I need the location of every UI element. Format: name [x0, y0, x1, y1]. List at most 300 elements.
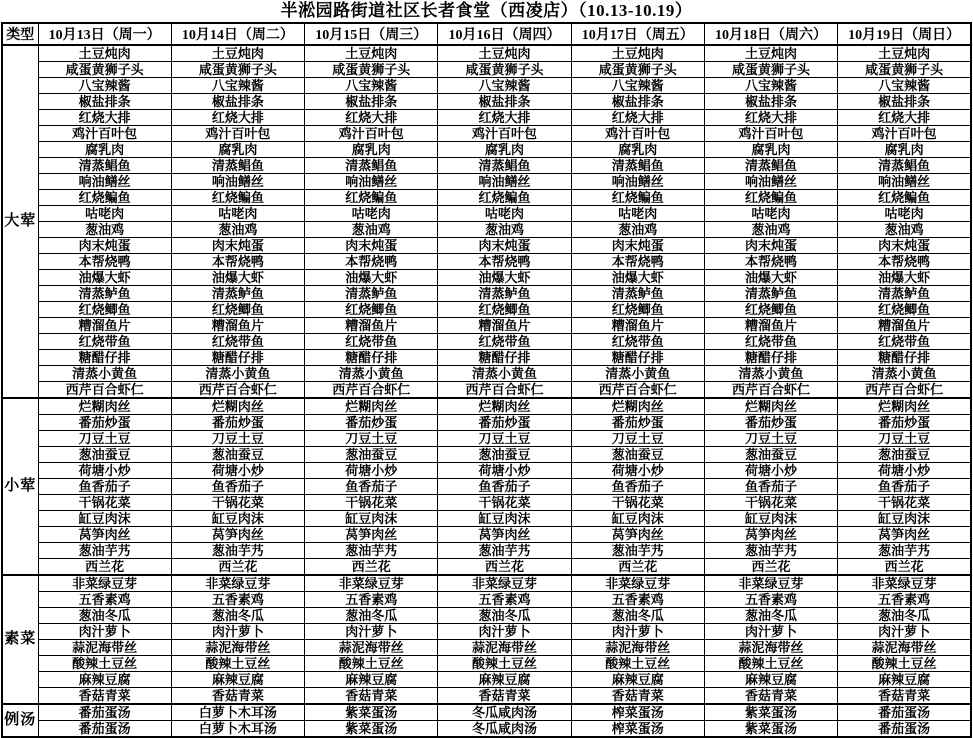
dish-cell: 刀豆土豆: [571, 431, 704, 447]
dish-cell: 糟溜鱼片: [704, 318, 837, 334]
dish-cell: 清蒸鲈鱼: [838, 286, 971, 302]
dish-cell: 响油鳝丝: [571, 174, 704, 190]
dish-cell: 肉汁萝卜: [438, 624, 571, 640]
dish-cell: 葱油鸡: [571, 222, 704, 238]
menu-row: [2, 238, 971, 254]
menu-row: [2, 672, 971, 688]
dish-cell: 酸辣土豆丝: [571, 656, 704, 672]
dish-cell: 葱油冬瓜: [438, 608, 571, 624]
dish-cell: 八宝辣酱: [171, 78, 304, 94]
dish-cell: 响油鳝丝: [704, 174, 837, 190]
dish-cell: 冬瓜咸肉汤: [438, 704, 571, 721]
dish-cell: 五香素鸡: [571, 592, 704, 608]
dish-cell: 干锅花菜: [571, 495, 704, 511]
dish-cell: 干锅花菜: [838, 495, 971, 511]
menu-row: [2, 463, 971, 479]
dish-cell: 鱼香茄子: [704, 479, 837, 495]
category-cell: 素菜: [2, 575, 38, 704]
dish-cell: 红烧鲫鱼: [305, 302, 438, 318]
dish-cell: 清蒸小黄鱼: [704, 366, 837, 382]
dish-cell: 咸蛋黄狮子头: [38, 62, 171, 78]
dish-cell: 腐乳肉: [838, 142, 971, 158]
dish-cell: 椒盐排条: [571, 94, 704, 110]
menu-row: [2, 318, 971, 334]
dish-cell: 葱油鸡: [171, 222, 304, 238]
dish-cell: 腐乳肉: [571, 142, 704, 158]
dish-cell: 腐乳肉: [305, 142, 438, 158]
dish-cell: 红烧带鱼: [438, 334, 571, 350]
dish-cell: 葱油蚕豆: [38, 447, 171, 463]
dish-cell: 番茄炒蛋: [305, 415, 438, 431]
dish-cell: 咕咾肉: [704, 206, 837, 222]
dish-cell: 椒盐排条: [704, 94, 837, 110]
dish-cell: 葱油冬瓜: [838, 608, 971, 624]
menu-row: [2, 640, 971, 656]
dish-cell: 本帮烧鸭: [571, 254, 704, 270]
menu-row: [2, 656, 971, 672]
category-cell: 例汤: [2, 704, 38, 737]
dish-cell: 番茄炒蛋: [571, 415, 704, 431]
dish-cell: 荷塘小炒: [704, 463, 837, 479]
dish-cell: 红烧鳊鱼: [704, 190, 837, 206]
dish-cell: 麻辣豆腐: [838, 672, 971, 688]
menu-row: [2, 78, 971, 94]
dish-cell: 非菜绿豆芽: [838, 575, 971, 592]
dish-cell: 酸辣土豆丝: [438, 656, 571, 672]
dish-cell: 刀豆土豆: [305, 431, 438, 447]
dish-cell: 五香素鸡: [38, 592, 171, 608]
dish-cell: 麻辣豆腐: [305, 672, 438, 688]
dish-cell: 椒盐排条: [171, 94, 304, 110]
dish-cell: 清蒸小黄鱼: [171, 366, 304, 382]
menu-row: [2, 126, 971, 142]
dish-cell: 缸豆肉沫: [704, 511, 837, 527]
dish-cell: 肉汁萝卜: [38, 624, 171, 640]
dish-cell: 荷塘小炒: [171, 463, 304, 479]
day-header: 10月14日（周二）: [171, 23, 304, 45]
dish-cell: 莴笋肉丝: [571, 527, 704, 543]
dish-cell: 葱油蚕豆: [704, 447, 837, 463]
dish-cell: 缸豆肉沫: [38, 511, 171, 527]
dish-cell: 非菜绿豆芽: [305, 575, 438, 592]
dish-cell: 糟溜鱼片: [38, 318, 171, 334]
day-header: 10月16日（周四）: [438, 23, 571, 45]
menu-row: [2, 62, 971, 78]
dish-cell: 番茄蛋汤: [38, 704, 171, 721]
dish-cell: 麻辣豆腐: [38, 672, 171, 688]
dish-cell: 红烧鲫鱼: [438, 302, 571, 318]
dish-cell: 清蒸鲳鱼: [571, 158, 704, 174]
dish-cell: 红烧带鱼: [38, 334, 171, 350]
dish-cell: 烂糊肉丝: [571, 398, 704, 415]
dish-cell: 非菜绿豆芽: [571, 575, 704, 592]
dish-cell: 肉末炖蛋: [38, 238, 171, 254]
dish-cell: 鸡汁百叶包: [704, 126, 837, 142]
dish-cell: 白萝卜木耳汤: [171, 704, 304, 721]
dish-cell: 糟溜鱼片: [838, 318, 971, 334]
menu-row: [2, 366, 971, 382]
dish-cell: 紫菜蛋汤: [704, 721, 837, 738]
day-header: 10月17日（周五）: [571, 23, 704, 45]
dish-cell: 糟溜鱼片: [305, 318, 438, 334]
dish-cell: 荷塘小炒: [571, 463, 704, 479]
dish-cell: 油爆大虾: [438, 270, 571, 286]
dish-cell: 五香素鸡: [305, 592, 438, 608]
dish-cell: 肉末炖蛋: [438, 238, 571, 254]
dish-cell: 椒盐排条: [38, 94, 171, 110]
menu-row: [2, 527, 971, 543]
dish-cell: 肉汁萝卜: [704, 624, 837, 640]
dish-cell: 咸蛋黄狮子头: [704, 62, 837, 78]
menu-row: [2, 110, 971, 126]
dish-cell: 鱼香茄子: [171, 479, 304, 495]
dish-cell: 清蒸鲳鱼: [38, 158, 171, 174]
dish-cell: 鱼香茄子: [305, 479, 438, 495]
dish-cell: 葱油芋艿: [438, 543, 571, 559]
dish-cell: 烂糊肉丝: [704, 398, 837, 415]
dish-cell: 番茄蛋汤: [38, 721, 171, 738]
dish-cell: 本帮烧鸭: [171, 254, 304, 270]
dish-cell: 葱油芋艿: [171, 543, 304, 559]
dish-cell: 葱油冬瓜: [571, 608, 704, 624]
menu-row: [2, 447, 971, 463]
dish-cell: 本帮烧鸭: [38, 254, 171, 270]
dish-cell: 刀豆土豆: [838, 431, 971, 447]
dish-cell: 五香素鸡: [704, 592, 837, 608]
dish-cell: 肉汁萝卜: [171, 624, 304, 640]
dish-cell: 清蒸小黄鱼: [305, 366, 438, 382]
dish-cell: 清蒸鲈鱼: [305, 286, 438, 302]
dish-cell: 蒜泥海带丝: [571, 640, 704, 656]
dish-cell: 糟溜鱼片: [571, 318, 704, 334]
menu-row: [2, 158, 971, 174]
dish-cell: 糟溜鱼片: [171, 318, 304, 334]
category-cell: 大荤: [2, 45, 38, 398]
dish-cell: 本帮烧鸭: [438, 254, 571, 270]
dish-cell: 红烧带鱼: [171, 334, 304, 350]
dish-cell: 莴笋肉丝: [704, 527, 837, 543]
dish-cell: 西芹百合虾仁: [571, 382, 704, 399]
menu-row: [2, 334, 971, 350]
dish-cell: 酸辣土豆丝: [171, 656, 304, 672]
dish-cell: 蒜泥海带丝: [38, 640, 171, 656]
dish-cell: 红烧带鱼: [838, 334, 971, 350]
dish-cell: 榨菜蛋汤: [571, 721, 704, 738]
dish-cell: 荷塘小炒: [305, 463, 438, 479]
dish-cell: 土豆炖肉: [38, 45, 171, 62]
dish-cell: 西兰花: [171, 559, 304, 576]
menu-row: [2, 608, 971, 624]
dish-cell: 椒盐排条: [438, 94, 571, 110]
dish-cell: 葱油冬瓜: [38, 608, 171, 624]
dish-cell: 八宝辣酱: [438, 78, 571, 94]
dish-cell: 咕咾肉: [38, 206, 171, 222]
dish-cell: 红烧鲫鱼: [171, 302, 304, 318]
dish-cell: 土豆炖肉: [838, 45, 971, 62]
dish-cell: 干锅花菜: [704, 495, 837, 511]
dish-cell: 葱油鸡: [838, 222, 971, 238]
dish-cell: 番茄炒蛋: [438, 415, 571, 431]
dish-cell: 葱油鸡: [704, 222, 837, 238]
dish-cell: 响油鳝丝: [171, 174, 304, 190]
dish-cell: 清蒸小黄鱼: [571, 366, 704, 382]
dish-cell: 西芹百合虾仁: [838, 382, 971, 399]
dish-cell: 本帮烧鸭: [704, 254, 837, 270]
dish-cell: 红烧鲫鱼: [38, 302, 171, 318]
dish-cell: 咸蛋黄狮子头: [438, 62, 571, 78]
dish-cell: 红烧大排: [838, 110, 971, 126]
category-cell: 小荤: [2, 398, 38, 575]
dish-cell: 鸡汁百叶包: [305, 126, 438, 142]
dish-cell: 清蒸鲳鱼: [438, 158, 571, 174]
dish-cell: 香菇青菜: [571, 688, 704, 705]
dish-cell: 清蒸鲳鱼: [171, 158, 304, 174]
menu-row: [2, 45, 971, 62]
dish-cell: 西兰花: [438, 559, 571, 576]
dish-cell: 五香素鸡: [438, 592, 571, 608]
day-header: 10月18日（周六）: [704, 23, 837, 45]
day-header: 10月13日（周一）: [38, 23, 171, 45]
dish-cell: 莴笋肉丝: [305, 527, 438, 543]
dish-cell: 肉末炖蛋: [305, 238, 438, 254]
dish-cell: 糖醋仔排: [838, 350, 971, 366]
dish-cell: 葱油蚕豆: [305, 447, 438, 463]
dish-cell: 紫菜蛋汤: [305, 704, 438, 721]
dish-cell: 酸辣土豆丝: [838, 656, 971, 672]
dish-cell: 本帮烧鸭: [838, 254, 971, 270]
dish-cell: 酸辣土豆丝: [704, 656, 837, 672]
dish-cell: 番茄炒蛋: [171, 415, 304, 431]
dish-cell: 鸡汁百叶包: [438, 126, 571, 142]
dish-cell: 莴笋肉丝: [38, 527, 171, 543]
dish-cell: 油爆大虾: [571, 270, 704, 286]
dish-cell: 咕咾肉: [305, 206, 438, 222]
dish-cell: 糖醋仔排: [171, 350, 304, 366]
dish-cell: 土豆炖肉: [571, 45, 704, 62]
dish-cell: 清蒸鲈鱼: [171, 286, 304, 302]
dish-cell: 麻辣豆腐: [171, 672, 304, 688]
dish-cell: 蒜泥海带丝: [838, 640, 971, 656]
dish-cell: 香菇青菜: [38, 688, 171, 705]
dish-cell: 红烧大排: [704, 110, 837, 126]
dish-cell: 冬瓜咸肉汤: [438, 721, 571, 738]
dish-cell: 蒜泥海带丝: [704, 640, 837, 656]
dish-cell: 红烧鳊鱼: [838, 190, 971, 206]
menu-row: [2, 431, 971, 447]
dish-cell: 西芹百合虾仁: [305, 382, 438, 399]
dish-cell: 红烧带鱼: [704, 334, 837, 350]
dish-cell: 干锅花菜: [171, 495, 304, 511]
dish-cell: 葱油蚕豆: [571, 447, 704, 463]
dish-cell: 鱼香茄子: [838, 479, 971, 495]
dish-cell: 葱油蚕豆: [838, 447, 971, 463]
dish-cell: 咕咾肉: [438, 206, 571, 222]
dish-cell: 清蒸鲳鱼: [704, 158, 837, 174]
type-header: 类型: [2, 23, 38, 45]
dish-cell: 葱油蚕豆: [171, 447, 304, 463]
dish-cell: 肉汁萝卜: [571, 624, 704, 640]
dish-cell: 葱油冬瓜: [305, 608, 438, 624]
dish-cell: 肉末炖蛋: [704, 238, 837, 254]
dish-cell: 缸豆肉沫: [438, 511, 571, 527]
dish-cell: 烂糊肉丝: [838, 398, 971, 415]
dish-cell: 葱油芋艿: [704, 543, 837, 559]
dish-cell: 烂糊肉丝: [438, 398, 571, 415]
dish-cell: 八宝辣酱: [704, 78, 837, 94]
menu-row: [2, 382, 971, 399]
day-header: 10月15日（周三）: [305, 23, 438, 45]
dish-cell: 肉末炖蛋: [571, 238, 704, 254]
dish-cell: 糖醋仔排: [305, 350, 438, 366]
dish-cell: 清蒸小黄鱼: [838, 366, 971, 382]
dish-cell: 清蒸鲈鱼: [571, 286, 704, 302]
dish-cell: 土豆炖肉: [305, 45, 438, 62]
dish-cell: 缸豆肉沫: [171, 511, 304, 527]
dish-cell: 干锅花菜: [305, 495, 438, 511]
dish-cell: 酸辣土豆丝: [38, 656, 171, 672]
header-row: [2, 23, 971, 45]
dish-cell: 本帮烧鸭: [305, 254, 438, 270]
dish-cell: 腐乳肉: [704, 142, 837, 158]
dish-cell: 紫菜蛋汤: [704, 704, 837, 721]
dish-cell: 葱油蚕豆: [438, 447, 571, 463]
menu-row: [2, 270, 971, 286]
dish-cell: 酸辣土豆丝: [305, 656, 438, 672]
dish-cell: 响油鳝丝: [838, 174, 971, 190]
dish-cell: 鸡汁百叶包: [171, 126, 304, 142]
menu-row: [2, 688, 971, 705]
day-header: 10月19日（周日）: [838, 23, 971, 45]
menu-row: [2, 575, 971, 592]
menu-row: [2, 302, 971, 318]
dish-cell: 红烧大排: [38, 110, 171, 126]
dish-cell: 莴笋肉丝: [171, 527, 304, 543]
dish-cell: 葱油芋艿: [571, 543, 704, 559]
dish-cell: 香菇青菜: [838, 688, 971, 705]
dish-cell: 糖醋仔排: [704, 350, 837, 366]
menu-table: [1, 22, 972, 738]
dish-cell: 椒盐排条: [305, 94, 438, 110]
dish-cell: 肉末炖蛋: [171, 238, 304, 254]
dish-cell: 西兰花: [38, 559, 171, 576]
dish-cell: 咸蛋黄狮子头: [838, 62, 971, 78]
dish-cell: 西芹百合虾仁: [438, 382, 571, 399]
menu-row: [2, 286, 971, 302]
dish-cell: 榨菜蛋汤: [571, 704, 704, 721]
dish-cell: 香菇青菜: [438, 688, 571, 705]
menu-row: [2, 94, 971, 110]
dish-cell: 红烧鲫鱼: [838, 302, 971, 318]
dish-cell: 鸡汁百叶包: [571, 126, 704, 142]
dish-cell: 西芹百合虾仁: [38, 382, 171, 399]
dish-cell: 蒜泥海带丝: [438, 640, 571, 656]
dish-cell: 五香素鸡: [171, 592, 304, 608]
menu-row: [2, 704, 971, 721]
dish-cell: 香菇青菜: [171, 688, 304, 705]
dish-cell: 八宝辣酱: [305, 78, 438, 94]
menu-row: [2, 415, 971, 431]
dish-cell: 刀豆土豆: [171, 431, 304, 447]
dish-cell: 烂糊肉丝: [38, 398, 171, 415]
menu-row: [2, 592, 971, 608]
dish-cell: 油爆大虾: [171, 270, 304, 286]
menu-row: [2, 495, 971, 511]
dish-cell: 腐乳肉: [171, 142, 304, 158]
dish-cell: 糟溜鱼片: [438, 318, 571, 334]
dish-cell: 红烧鳊鱼: [38, 190, 171, 206]
dish-cell: 缸豆肉沫: [838, 511, 971, 527]
dish-cell: 油爆大虾: [704, 270, 837, 286]
dish-cell: 番茄炒蛋: [838, 415, 971, 431]
dish-cell: 红烧大排: [438, 110, 571, 126]
menu-row: [2, 350, 971, 366]
menu-row: [2, 190, 971, 206]
dish-cell: 麻辣豆腐: [571, 672, 704, 688]
dish-cell: 紫菜蛋汤: [305, 721, 438, 738]
dish-cell: 肉汁萝卜: [305, 624, 438, 640]
dish-cell: 葱油鸡: [38, 222, 171, 238]
dish-cell: 肉末炖蛋: [838, 238, 971, 254]
menu-row: [2, 721, 971, 738]
dish-cell: 刀豆土豆: [704, 431, 837, 447]
dish-cell: 清蒸小黄鱼: [38, 366, 171, 382]
dish-cell: 香菇青菜: [305, 688, 438, 705]
menu-row: [2, 479, 971, 495]
dish-cell: 非菜绿豆芽: [171, 575, 304, 592]
dish-cell: 咸蛋黄狮子头: [305, 62, 438, 78]
dish-cell: 烂糊肉丝: [305, 398, 438, 415]
dish-cell: 红烧带鱼: [571, 334, 704, 350]
dish-cell: 土豆炖肉: [171, 45, 304, 62]
menu-row: [2, 142, 971, 158]
dish-cell: 缸豆肉沫: [571, 511, 704, 527]
menu-row: [2, 254, 971, 270]
dish-cell: 油爆大虾: [838, 270, 971, 286]
dish-cell: 西兰花: [838, 559, 971, 576]
dish-cell: 缸豆肉沫: [305, 511, 438, 527]
dish-cell: 响油鳝丝: [438, 174, 571, 190]
dish-cell: 红烧鳊鱼: [305, 190, 438, 206]
menu-table-body: [2, 45, 971, 737]
dish-cell: 红烧大排: [305, 110, 438, 126]
dish-cell: 葱油冬瓜: [171, 608, 304, 624]
dish-cell: 咕咾肉: [838, 206, 971, 222]
dish-cell: 蒜泥海带丝: [305, 640, 438, 656]
dish-cell: 麻辣豆腐: [438, 672, 571, 688]
dish-cell: 八宝辣酱: [838, 78, 971, 94]
menu-row: [2, 398, 971, 415]
dish-cell: 红烧鳊鱼: [571, 190, 704, 206]
dish-cell: 烂糊肉丝: [171, 398, 304, 415]
dish-cell: 糖醋仔排: [38, 350, 171, 366]
dish-cell: 荷塘小炒: [438, 463, 571, 479]
dish-cell: 土豆炖肉: [438, 45, 571, 62]
dish-cell: 腐乳肉: [438, 142, 571, 158]
dish-cell: 响油鳝丝: [305, 174, 438, 190]
dish-cell: 八宝辣酱: [571, 78, 704, 94]
menu-row: [2, 624, 971, 640]
dish-cell: 油爆大虾: [305, 270, 438, 286]
dish-cell: 蒜泥海带丝: [171, 640, 304, 656]
dish-cell: 红烧鳊鱼: [171, 190, 304, 206]
dish-cell: 清蒸小黄鱼: [438, 366, 571, 382]
dish-cell: 椒盐排条: [838, 94, 971, 110]
dish-cell: 非菜绿豆芽: [38, 575, 171, 592]
dish-cell: 白萝卜木耳汤: [171, 721, 304, 738]
dish-cell: 刀豆土豆: [438, 431, 571, 447]
dish-cell: 非菜绿豆芽: [438, 575, 571, 592]
dish-cell: 西兰花: [305, 559, 438, 576]
